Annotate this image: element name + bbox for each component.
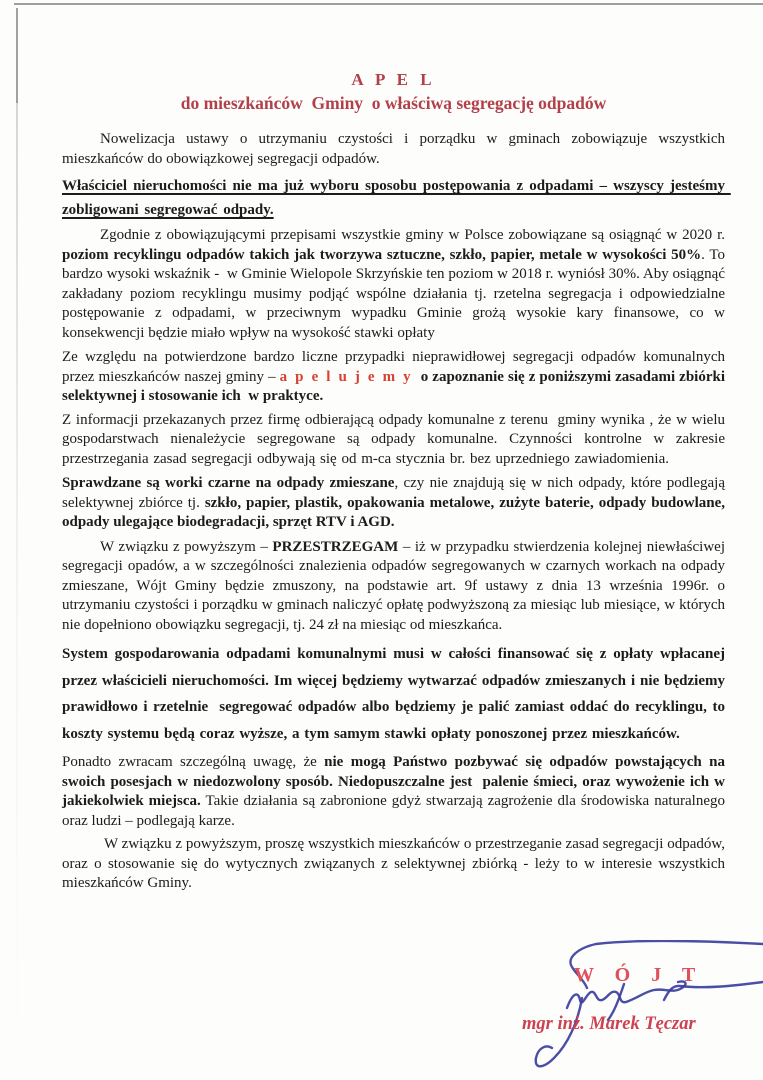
signature-scribble-icon	[520, 940, 763, 1080]
text-run: W związku z powyższym –	[100, 538, 273, 555]
text-run: szkło, papier, plastik, opakowania metalowe, zużyte baterie, odpady budowlane, odpady ulegające biodegradacji, sprzęt RTV i AGD.	[62, 494, 729, 530]
paragraph	[62, 226, 729, 343]
paragraph	[62, 474, 729, 533]
paragraph	[62, 641, 730, 747]
text-run: PRZESTRZEGAM	[272, 538, 399, 555]
scan-artifact-left-edge-faint	[16, 100, 18, 1040]
page-subtitle: do mieszkańców Gminy o właściwą segregację odpadów	[180, 93, 607, 113]
text-run: poziom recyklingu odpadów takich jak tworzywa sztuczne, szkło, papier, metale w wysokości 50%	[62, 246, 702, 263]
paragraph	[62, 835, 729, 894]
paragraph	[62, 753, 729, 831]
text-run: Takie działania są zabronione gdyż stwarzają zagrożenie dla środowiska naturalnego oraz ludzi – podlegają karze.	[62, 793, 729, 829]
text-run: Zgodnie z obowiązującymi przepisami wszystkie gminy w Polsce zobowiązane są osiągnąć w 2020 r.	[100, 227, 729, 243]
text-run: Z informacji przekazanych przez firmę odbierającą odpady komunalne z terenu gminy wynika , że w wielu gospodarstwach nienależycie segregowane są odpady komunalne. Czynności kontrolne w zakresie przestrzegania zasad segregacji odbywają się od m-ca stycznia br. bez uprzedniego zawiadomienia.	[62, 411, 730, 467]
text-run: , czy nie znajdują się w nich odpady, które podlegają selektywnej zbiórce tj.	[62, 475, 729, 511]
text-run: Ze względu na potwierdzone bardzo liczne przypadki nieprawidłowej segregacji odpadów komunalnych przez mieszkańców naszej gminy –	[62, 349, 729, 385]
paragraph	[62, 411, 730, 470]
signature-name: mgr inż. Marek Tęczar	[522, 1014, 696, 1034]
text-run: . To bardzo wysoki wskaźnik - w Gminie Wielopole Skrzyńskie ten poziom w 2018 r. wyniósł 30%. Aby osiągnąć zakładany poziom recyklingu musimy podjąć wspólne działania tj. rzetelna segregacja i odpowiedzialne postępowanie z odpadami, w przeciwnym wypadku Gminie grożą wysokie kary finansowe, co w konsekwencji będzie miało wpływ na wysokość stawki opłaty	[62, 246, 729, 341]
signature-block	[520, 940, 763, 1080]
document-body	[62, 130, 731, 894]
paragraph	[62, 538, 729, 636]
text-run: o zapoznanie się z poniższymi zasadami zbiórki selektywnej i stosowanie ich w praktyce.	[62, 368, 729, 404]
paragraph	[62, 130, 729, 169]
text-run: Sprawdzane są worki czarne na odpady zmieszane	[62, 475, 395, 491]
text-run: System gospodarowania odpadami komunalnymi musi w całości finansować się z opłaty wpłacanej przez właścicieli nieruchomości. Im więcej będziemy wytwarzać odpadów zmieszanych i nie będziemy prawidłowo i rzetelnie segregować odpadów albo będziemy je palić zamiast oddać do recyklingu, to koszty systemu będą coraz wyższe, a tym samym stawki opłaty ponoszonej przez mieszkańców.	[62, 646, 730, 742]
text-run: Właściciel nieruchomości nie ma już wyboru sposobu postępowania z odpadami – wszyscy jesteśmy zobligowani segregować odpady.	[62, 178, 731, 218]
page-title: A P E L	[351, 70, 436, 89]
scan-artifact-top-line	[14, 3, 763, 5]
text-run: W związku z powyższym, proszę wszystkich mieszkańców o przestrzeganie zasad segregacji odpadów, oraz o stosowanie się do wytycznych związanych z selektywnej zbiórką - leży to w interesie wszystkich mieszkańców Gminy.	[62, 836, 729, 891]
text-run: nie mogą Państwo pozbywać się odpadów powstających na swoich posesjach w niedozwolony sposób. Niedopuszczalne jest palenie śmieci, oraz wywożenie ich w jakiekolwiek miejsca.	[62, 754, 729, 809]
signature-stamp-role: W Ó J T	[574, 964, 704, 986]
text-run: Nowelizacja ustawy o utrzymaniu czystości i porządku w gminach zobowiązuje wszystkich mieszkańców do obowiązkowej segregacji odpadów.	[62, 131, 729, 167]
appeal-emphasis-text: a p e l u j e m y	[279, 368, 413, 385]
paragraph	[62, 174, 731, 222]
text-run: Ponadto zwracam szczególną uwagę, że	[62, 754, 325, 770]
paragraph	[62, 348, 729, 407]
text-run: – iż w przypadku stwierdzenia kolejnej niewłaściwej segregacji opadów, a w szczególności znalezienia odpadów segregowanych w czarnych workach na odpady zmieszane, Wójt Gminy będzie zmuszony, na podstawie art. 9f ustawy z dnia 13 września 1996r. o utrzymaniu czystości i porządku w gminach naliczyć opłatę podwyższoną za miesiąc lub miesiące, w których nie dopełniono obowiązku segregacji, tj. 24 zł na miesiąc od mieszkańca.	[62, 538, 729, 633]
scan-artifact-left-edge	[16, 8, 18, 103]
